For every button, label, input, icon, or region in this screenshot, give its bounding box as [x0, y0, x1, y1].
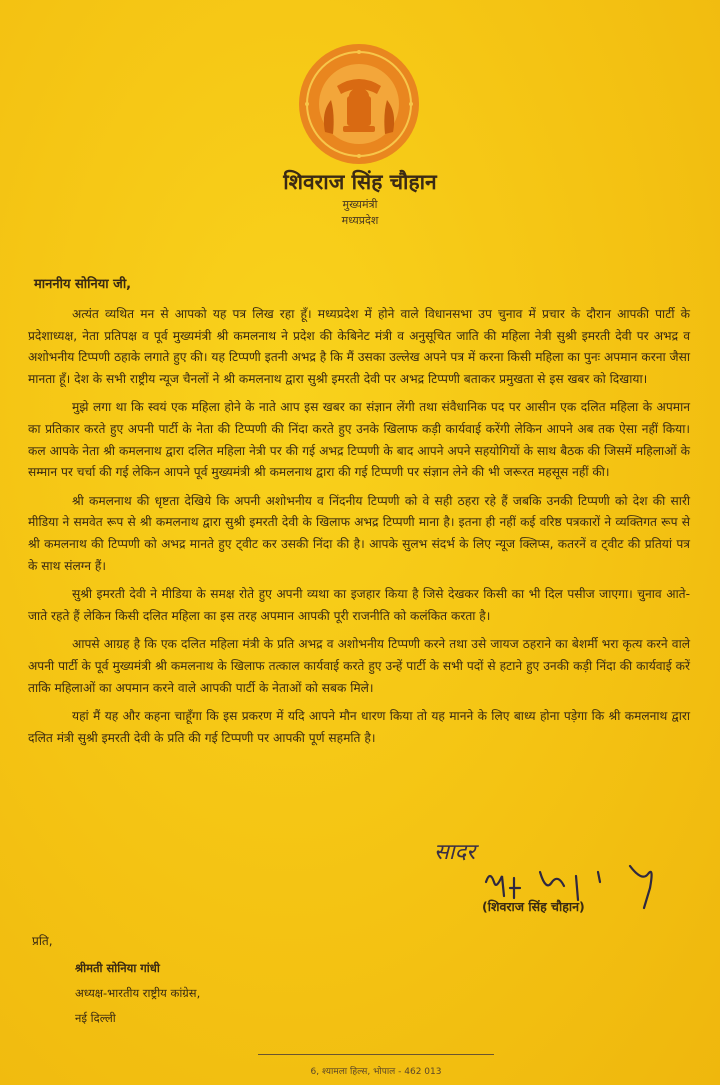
- recipient-block: [75, 956, 200, 1031]
- paragraph: श्री कमलनाथ की धृष्टता देखिये कि अपनी अशोभनीय व निंदनीय टिप्पणी को वे सही ठहरा रहे हैं जबकि उनकी टिप्पणी को देश की सारी मीडिया ने समवेत रूप से श्री कमलनाथ द्वारा सुश्री इमरती देवी के खिलाफ अभद्र टिप्पणी माना है। इतना ही नहीं कई वरिष्ठ पत्रकारों ने व्यक्तिगत रूप से श्री कमलनाथ की टिप्पणी को अभद्र मानते हुए ट्वीट कर उसकी निंदा की है। आपके सुलभ संदर्भ के लिए न्यूज क्लिप्स, कतरनें व ट्वीट की प्रतियां पत्र के साथ संलग्न हैं।: [28, 493, 690, 573]
- footer-address: 6, श्यामला हिल्स, भोपाल - 462 013: [310, 1067, 442, 1077]
- paragraph: यहां मैं यह और कहना चाहूँगा कि इस प्रकरण में यदि आपने मौन धारण किया तो यह मानने के लिए बाध्य होना पड़ेगा कि श्री कमलनाथ द्वारा दलित मंत्री सुश्री इमरती देवी के प्रति की गई टिप्पणी पर आपकी पूर्ण सहमति है।: [28, 709, 690, 745]
- footer-divider: [258, 1054, 494, 1055]
- signatory-name: (शिवराज सिंह चौहान): [482, 899, 585, 914]
- paragraph: आपसे आग्रह है कि एक दलित महिला मंत्री के प्रति अभद्र व अशोभनीय टिप्पणी करने तथा उसे जायज ठहराने का बेशर्मी भरा कृत्य करने वाले अपनी पार्टी के पूर्व मुख्यमंत्री श्री कमलनाथ के खिलाफ तत्काल कार्यवाई करते हुए उन्हें पार्टी के सभी पदों से हटाने हुए उनकी कड़ी निंदा की कार्यवाई करें ताकि महिलाओं का अपमान करने वाले आपकी पार्टी के नेताओं को सबक मिले।: [28, 637, 690, 695]
- sender-name: शिवराज सिंह चौहान: [283, 170, 437, 194]
- recipient-city: नई दिल्ली: [75, 1011, 116, 1025]
- salutation: माननीय सोनिया जी,: [34, 277, 132, 292]
- recipient-designation: अध्यक्ष-भारतीय राष्ट्रीय कांग्रेस,: [75, 986, 201, 1000]
- paragraph: अत्यंत व्यथित मन से आपको यह पत्र लिख रहा हूँ। मध्यप्रदेश में होने वाले विधानसभा उप चुनाव में प्रचार के दौरान आपकी पार्टी के प्रदेशाध्यक्ष, नेता प्रतिपक्ष व पूर्व मुख्यमंत्री श्री कमलनाथ ने प्रदेश की केबिनेट मंत्री व अनुसूचित जाति की महिला नेत्री सुश्री इमरती देवी पर अभद्र व अशोभनीय टिप्पणी ठहाके लगाते हुए की। यह टिप्पणी इतनी अभद्र है कि मैं उसका उल्लेख अपने पत्र में करना किसी महिला का पुनः अपमान करना जैसा मानता हूँ। देश के सभी राष्ट्रीय न्यूज चैनलों ने श्री कमलनाथ द्वारा सुश्री इमरती देवी पर अभद्र टिप्पणी बताकर प्रमुखता से इस खबर को दिखाया।: [28, 307, 690, 386]
- sender-designation: मुख्यमंत्री: [342, 198, 378, 211]
- handwritten-closing: सादर: [434, 840, 476, 865]
- paragraph: सुश्री इमरती देवी ने मीडिया के समक्ष रोते हुए अपनी व्यथा का इजहार किया है जिसे देखकर किसी का भी दिल पसीज जाएगा। चुनाव आते-जाते रहते हैं लेकिन किसी दलित महिला का इस तरह अपमान आपकी पूरी राजनीति को कलंकित करता है।: [28, 587, 690, 623]
- recipient-name: श्रीमती सोनिया गांधी: [75, 961, 160, 975]
- government-seal-icon: [297, 42, 421, 166]
- recipient-prefix: प्रति,: [32, 934, 53, 948]
- paragraph: मुझे लगा था कि स्वयं एक महिला होने के नाते आप इस खबर का संज्ञान लेंगी तथा संवैधानिक पद पर आसीन एक दलित महिला के अपमान का प्रतिकार करते हुए अपनी पार्टी के नेता की टिप्पणी की निंदा करते हुए उनके खिलाफ कड़ी कार्यवाई करेंगी लेकिन आपने अब तक ऐसा नहीं किया। कल आपके नेता श्री कमलनाथ द्वारा दलित महिला नेत्री पर की गई अभद्र टिप्पणी के बाद आपने अपने सहयोगियों के साथ बैठक की जिसमें महिलाओं के सम्मान पर चर्चा की गई लेकिन आपने पूर्व मुख्यमंत्री श्री कमलनाथ द्वारा की गई टिप्पणी पर संज्ञान लेने की भी जरूरत महसूस नहीं की।: [28, 400, 690, 480]
- letter-body: [28, 304, 690, 756]
- sender-state: मध्यप्रदेश: [341, 214, 379, 227]
